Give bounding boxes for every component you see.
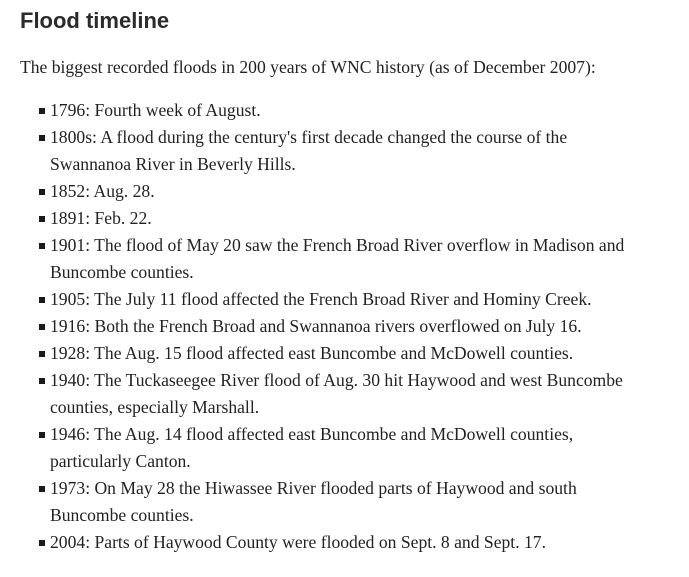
flood-entry: 1796: Fourth week of August. <box>50 100 261 120</box>
list-item <box>20 475 645 529</box>
list-item <box>20 232 645 286</box>
bullet-square-icon <box>39 324 45 330</box>
bullet-square-icon <box>39 135 45 141</box>
list-item <box>20 313 645 340</box>
bullet-square-icon <box>39 351 45 357</box>
bullet-square-icon <box>39 432 45 438</box>
flood-entry: 1852: Aug. 28. <box>50 181 155 201</box>
flood-entry: 1946: The Aug. 14 flood affected east Buncombe and McDowell counties, particularly Canton. <box>50 424 574 471</box>
bullet-square-icon <box>39 540 45 546</box>
flood-entry: 1891: Feb. 22. <box>50 208 152 228</box>
bullet-square-icon <box>39 486 45 492</box>
flood-entry: 1800s: A flood during the century's first decade changed the course of the Swannanoa River in Beverly Hills. <box>50 127 568 174</box>
bullet-square-icon <box>39 108 45 114</box>
page-title: Flood timeline <box>20 8 170 33</box>
flood-entry: 1905: The July 11 flood affected the French Broad River and Hominy Creek. <box>50 289 592 309</box>
flood-entry: 1928: The Aug. 15 flood affected east Buncombe and McDowell counties. <box>50 343 574 363</box>
intro-text: The biggest recorded floods in 200 years of WNC history (as of December 2007): <box>20 57 596 77</box>
bullet-square-icon <box>39 189 45 195</box>
list-item <box>20 97 645 124</box>
list-item <box>20 124 645 178</box>
bullet-square-icon <box>39 243 45 249</box>
bullet-square-icon <box>39 378 45 384</box>
flood-entry: 1916: Both the French Broad and Swannanoa rivers overflowed on July 16. <box>50 316 582 336</box>
list-item <box>20 529 645 556</box>
list-item <box>20 367 645 421</box>
bullet-square-icon <box>39 216 45 222</box>
flood-entry: 1901: The flood of May 20 saw the French Broad River overflow in Madison and Buncombe counties. <box>50 235 625 282</box>
list-item <box>20 205 645 232</box>
flood-list <box>20 97 645 556</box>
list-item <box>20 286 645 313</box>
list-item <box>20 340 645 367</box>
flood-entry: 1973: On May 28 the Hiwassee River flooded parts of Haywood and south Buncombe counties. <box>50 478 577 525</box>
bullet-square-icon <box>39 297 45 303</box>
list-item <box>20 178 645 205</box>
flood-entry: 1940: The Tuckaseegee River flood of Aug. 30 hit Haywood and west Buncombe counties, especially Marshall. <box>50 370 623 417</box>
flood-entry: 2004: Parts of Haywood County were flooded on Sept. 8 and Sept. 17. <box>50 532 546 552</box>
list-item <box>20 421 645 475</box>
